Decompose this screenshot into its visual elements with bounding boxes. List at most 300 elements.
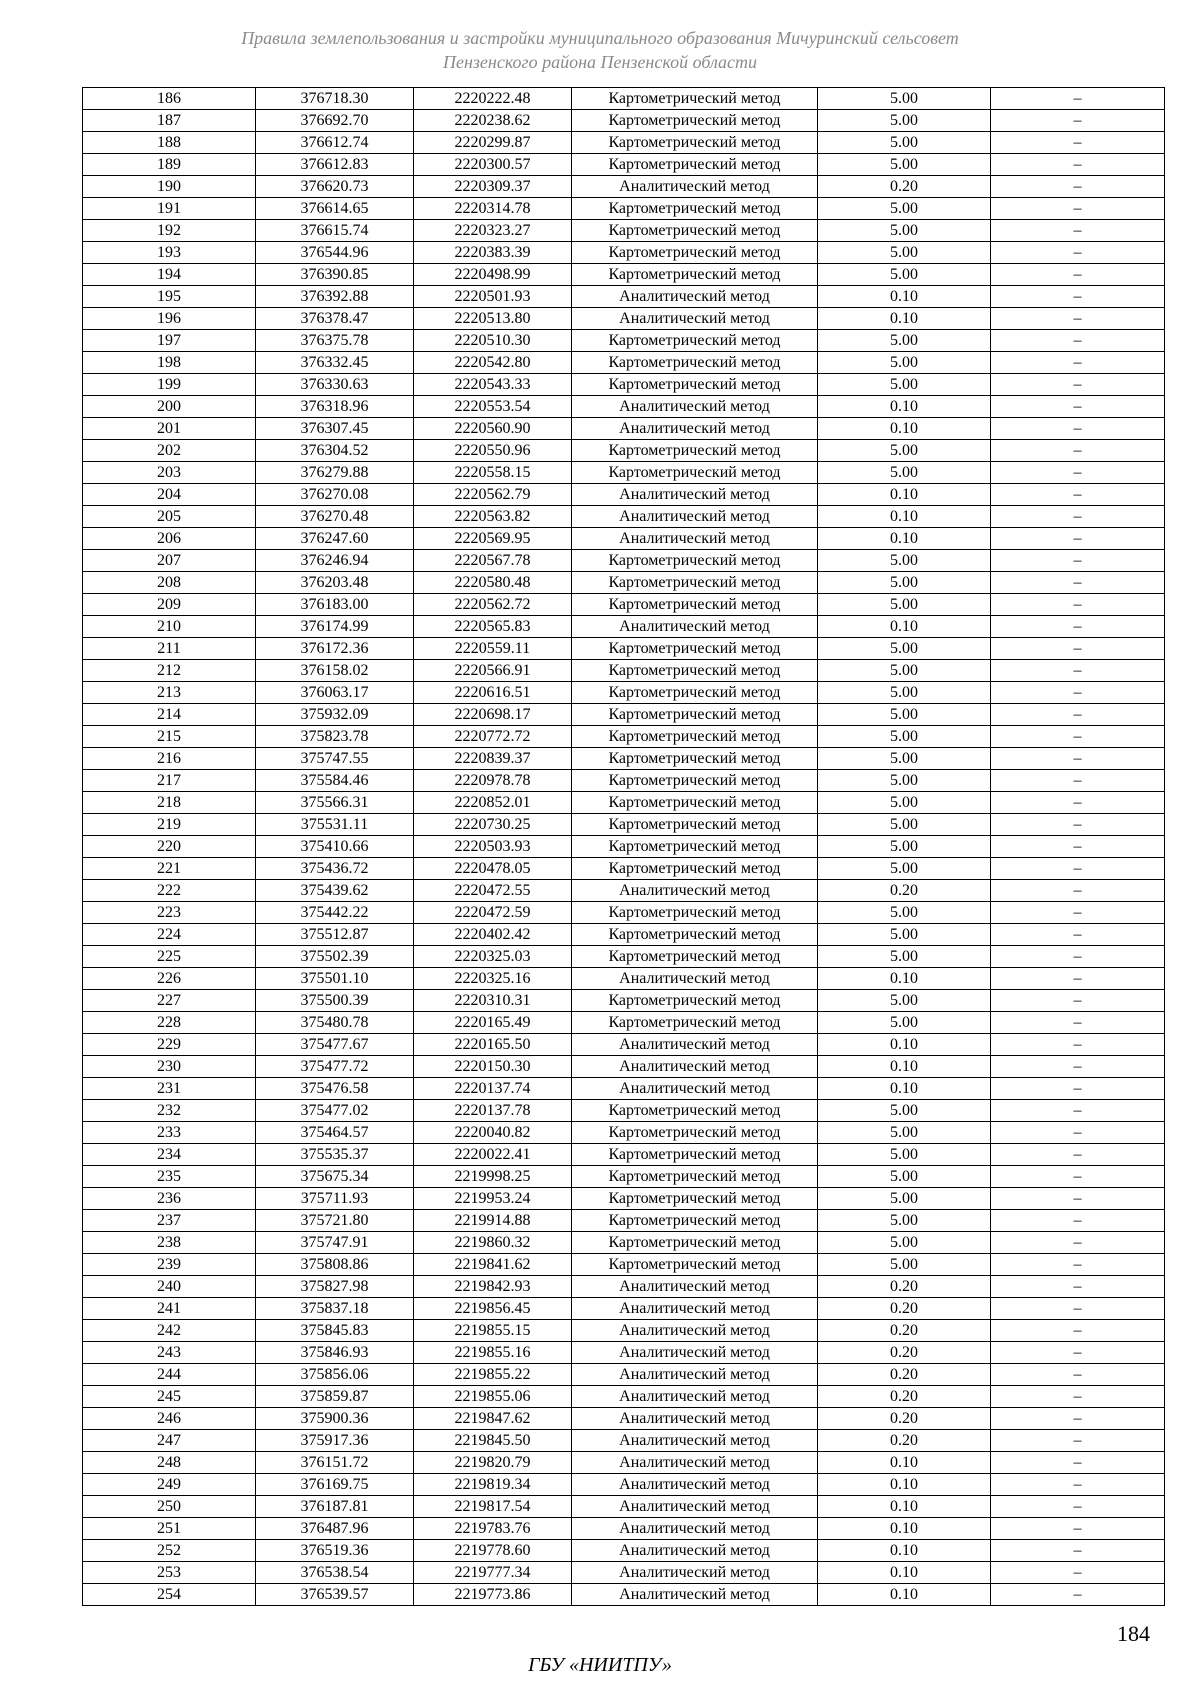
y-coordinate-cell: 2219855.06	[414, 1386, 572, 1408]
method-cell: Аналитический метод	[572, 308, 818, 330]
accuracy-cell: 5.00	[818, 1122, 991, 1144]
method-cell: Картометрический метод	[572, 792, 818, 814]
point-number-cell: 209	[83, 594, 256, 616]
y-coordinate-cell: 2219820.79	[414, 1452, 572, 1474]
table-row	[83, 176, 1165, 198]
table-row	[83, 1166, 1165, 1188]
y-coordinate-cell: 2219777.34	[414, 1562, 572, 1584]
method-cell: Аналитический метод	[572, 1298, 818, 1320]
accuracy-cell: 5.00	[818, 594, 991, 616]
x-coordinate-cell: 375500.39	[256, 990, 414, 1012]
point-number-cell: 192	[83, 220, 256, 242]
accuracy-cell: 5.00	[818, 704, 991, 726]
note-cell: –	[991, 484, 1165, 506]
y-coordinate-cell: 2220238.62	[414, 110, 572, 132]
note-cell: –	[991, 374, 1165, 396]
x-coordinate-cell: 376538.54	[256, 1562, 414, 1584]
note-cell: –	[991, 1562, 1165, 1584]
x-coordinate-cell: 375675.34	[256, 1166, 414, 1188]
note-cell: –	[991, 396, 1165, 418]
y-coordinate-cell: 2219841.62	[414, 1254, 572, 1276]
point-number-cell: 251	[83, 1518, 256, 1540]
y-coordinate-cell: 2220513.80	[414, 308, 572, 330]
note-cell: –	[991, 836, 1165, 858]
method-cell: Аналитический метод	[572, 1584, 818, 1606]
y-coordinate-cell: 2220310.31	[414, 990, 572, 1012]
accuracy-cell: 5.00	[818, 836, 991, 858]
accuracy-cell: 5.00	[818, 352, 991, 374]
point-number-cell: 208	[83, 572, 256, 594]
table-row	[83, 506, 1165, 528]
method-cell: Картометрический метод	[572, 352, 818, 374]
table-row	[83, 704, 1165, 726]
point-number-cell: 187	[83, 110, 256, 132]
table-row	[83, 1232, 1165, 1254]
accuracy-cell: 0.20	[818, 1342, 991, 1364]
accuracy-cell: 0.20	[818, 1298, 991, 1320]
table-row	[83, 220, 1165, 242]
x-coordinate-cell: 375480.78	[256, 1012, 414, 1034]
y-coordinate-cell: 2220498.99	[414, 264, 572, 286]
y-coordinate-cell: 2220543.33	[414, 374, 572, 396]
x-coordinate-cell: 375566.31	[256, 792, 414, 814]
x-coordinate-cell: 376612.74	[256, 132, 414, 154]
method-cell: Аналитический метод	[572, 1034, 818, 1056]
accuracy-cell: 5.00	[818, 1254, 991, 1276]
x-coordinate-cell: 375721.80	[256, 1210, 414, 1232]
header-line-1: Правила землепользования и застройки муниципального образования Мичуринский сельсовет	[241, 28, 959, 48]
x-coordinate-cell: 375439.62	[256, 880, 414, 902]
note-cell: –	[991, 1188, 1165, 1210]
note-cell: –	[991, 1122, 1165, 1144]
x-coordinate-cell: 375932.09	[256, 704, 414, 726]
table-row	[83, 726, 1165, 748]
method-cell: Картометрический метод	[572, 440, 818, 462]
page-number: 184	[1117, 1621, 1150, 1646]
x-coordinate-cell: 376172.36	[256, 638, 414, 660]
table-row	[83, 264, 1165, 286]
note-cell: –	[991, 330, 1165, 352]
x-coordinate-cell: 376692.70	[256, 110, 414, 132]
x-coordinate-cell: 376544.96	[256, 242, 414, 264]
method-cell: Картометрический метод	[572, 836, 818, 858]
accuracy-cell: 5.00	[818, 330, 991, 352]
point-number-cell: 234	[83, 1144, 256, 1166]
table-row	[83, 330, 1165, 352]
x-coordinate-cell: 376063.17	[256, 682, 414, 704]
table-row	[83, 484, 1165, 506]
point-number-cell: 193	[83, 242, 256, 264]
method-cell: Картометрический метод	[572, 770, 818, 792]
note-cell: –	[991, 1276, 1165, 1298]
point-number-cell: 189	[83, 154, 256, 176]
x-coordinate-cell: 376718.30	[256, 88, 414, 110]
note-cell: –	[991, 748, 1165, 770]
point-number-cell: 249	[83, 1474, 256, 1496]
method-cell: Картометрический метод	[572, 748, 818, 770]
point-number-cell: 246	[83, 1408, 256, 1430]
table-row	[83, 836, 1165, 858]
method-cell: Картометрический метод	[572, 682, 818, 704]
accuracy-cell: 5.00	[818, 660, 991, 682]
x-coordinate-cell: 375823.78	[256, 726, 414, 748]
method-cell: Картометрический метод	[572, 638, 818, 660]
point-number-cell: 218	[83, 792, 256, 814]
note-cell: –	[991, 1540, 1165, 1562]
accuracy-cell: 0.20	[818, 880, 991, 902]
table-row	[83, 902, 1165, 924]
table-row	[83, 154, 1165, 176]
note-cell: –	[991, 308, 1165, 330]
y-coordinate-cell: 2219778.60	[414, 1540, 572, 1562]
accuracy-cell: 0.10	[818, 396, 991, 418]
y-coordinate-cell: 2219855.22	[414, 1364, 572, 1386]
point-number-cell: 204	[83, 484, 256, 506]
note-cell: –	[991, 462, 1165, 484]
method-cell: Картометрический метод	[572, 462, 818, 484]
accuracy-cell: 5.00	[818, 946, 991, 968]
note-cell: –	[991, 682, 1165, 704]
note-cell: –	[991, 946, 1165, 968]
table-row	[83, 1254, 1165, 1276]
y-coordinate-cell: 2219845.50	[414, 1430, 572, 1452]
note-cell: –	[991, 1474, 1165, 1496]
note-cell: –	[991, 110, 1165, 132]
y-coordinate-cell: 2219819.34	[414, 1474, 572, 1496]
x-coordinate-cell: 375747.91	[256, 1232, 414, 1254]
y-coordinate-cell: 2220478.05	[414, 858, 572, 880]
table-row	[83, 1584, 1165, 1606]
method-cell: Аналитический метод	[572, 1320, 818, 1342]
y-coordinate-cell: 2220472.59	[414, 902, 572, 924]
note-cell: –	[991, 858, 1165, 880]
point-number-cell: 220	[83, 836, 256, 858]
table-row	[83, 396, 1165, 418]
x-coordinate-cell: 375512.87	[256, 924, 414, 946]
method-cell: Аналитический метод	[572, 1342, 818, 1364]
method-cell: Аналитический метод	[572, 880, 818, 902]
table-row	[83, 242, 1165, 264]
y-coordinate-cell: 2219783.76	[414, 1518, 572, 1540]
y-coordinate-cell: 2219855.15	[414, 1320, 572, 1342]
note-cell: –	[991, 352, 1165, 374]
table-row	[83, 1386, 1165, 1408]
accuracy-cell: 5.00	[818, 682, 991, 704]
point-number-cell: 202	[83, 440, 256, 462]
x-coordinate-cell: 376174.99	[256, 616, 414, 638]
y-coordinate-cell: 2220501.93	[414, 286, 572, 308]
x-coordinate-cell: 376270.48	[256, 506, 414, 528]
x-coordinate-cell: 376614.65	[256, 198, 414, 220]
header-line-2: Пензенского района Пензенской области	[442, 52, 758, 72]
x-coordinate-cell: 375531.11	[256, 814, 414, 836]
note-cell: –	[991, 1298, 1165, 1320]
point-number-cell: 223	[83, 902, 256, 924]
method-cell: Аналитический метод	[572, 1496, 818, 1518]
y-coordinate-cell: 2220309.37	[414, 176, 572, 198]
note-cell: –	[991, 792, 1165, 814]
method-cell: Аналитический метод	[572, 616, 818, 638]
y-coordinate-cell: 2220222.48	[414, 88, 572, 110]
table-row	[83, 638, 1165, 660]
y-coordinate-cell: 2220562.72	[414, 594, 572, 616]
note-cell: –	[991, 418, 1165, 440]
x-coordinate-cell: 375436.72	[256, 858, 414, 880]
accuracy-cell: 5.00	[818, 1210, 991, 1232]
point-number-cell: 201	[83, 418, 256, 440]
note-cell: –	[991, 1144, 1165, 1166]
y-coordinate-cell: 2220772.72	[414, 726, 572, 748]
coordinates-table	[82, 87, 1165, 1606]
accuracy-cell: 5.00	[818, 198, 991, 220]
x-coordinate-cell: 376169.75	[256, 1474, 414, 1496]
x-coordinate-cell: 375846.93	[256, 1342, 414, 1364]
accuracy-cell: 0.10	[818, 1474, 991, 1496]
method-cell: Аналитический метод	[572, 286, 818, 308]
point-number-cell: 245	[83, 1386, 256, 1408]
table-row	[83, 286, 1165, 308]
y-coordinate-cell: 2220165.49	[414, 1012, 572, 1034]
x-coordinate-cell: 375501.10	[256, 968, 414, 990]
y-coordinate-cell: 2220730.25	[414, 814, 572, 836]
table-row	[83, 1012, 1165, 1034]
method-cell: Картометрический метод	[572, 1100, 818, 1122]
y-coordinate-cell: 2220580.48	[414, 572, 572, 594]
method-cell: Аналитический метод	[572, 1056, 818, 1078]
y-coordinate-cell: 2220323.27	[414, 220, 572, 242]
table-row	[83, 418, 1165, 440]
y-coordinate-cell: 2220567.78	[414, 550, 572, 572]
x-coordinate-cell: 376270.08	[256, 484, 414, 506]
point-number-cell: 207	[83, 550, 256, 572]
point-number-cell: 200	[83, 396, 256, 418]
accuracy-cell: 0.10	[818, 528, 991, 550]
note-cell: –	[991, 660, 1165, 682]
y-coordinate-cell: 2220542.80	[414, 352, 572, 374]
table-row	[83, 1078, 1165, 1100]
note-cell: –	[991, 176, 1165, 198]
table-row	[83, 1100, 1165, 1122]
note-cell: –	[991, 1056, 1165, 1078]
point-number-cell: 198	[83, 352, 256, 374]
table-row	[83, 1430, 1165, 1452]
note-cell: –	[991, 726, 1165, 748]
x-coordinate-cell: 376318.96	[256, 396, 414, 418]
accuracy-cell: 5.00	[818, 462, 991, 484]
method-cell: Аналитический метод	[572, 1518, 818, 1540]
note-cell: –	[991, 1430, 1165, 1452]
note-cell: –	[991, 1034, 1165, 1056]
method-cell: Аналитический метод	[572, 1276, 818, 1298]
y-coordinate-cell: 2220325.03	[414, 946, 572, 968]
note-cell: –	[991, 1342, 1165, 1364]
accuracy-cell: 0.10	[818, 1452, 991, 1474]
point-number-cell: 254	[83, 1584, 256, 1606]
y-coordinate-cell: 2219856.45	[414, 1298, 572, 1320]
y-coordinate-cell: 2219817.54	[414, 1496, 572, 1518]
accuracy-cell: 5.00	[818, 726, 991, 748]
y-coordinate-cell: 2220472.55	[414, 880, 572, 902]
table-row	[83, 1210, 1165, 1232]
x-coordinate-cell: 375900.36	[256, 1408, 414, 1430]
table-row	[83, 572, 1165, 594]
y-coordinate-cell: 2220137.74	[414, 1078, 572, 1100]
note-cell: –	[991, 1386, 1165, 1408]
y-coordinate-cell: 2220503.93	[414, 836, 572, 858]
note-cell: –	[991, 198, 1165, 220]
table-row	[83, 440, 1165, 462]
method-cell: Картометрический метод	[572, 726, 818, 748]
x-coordinate-cell: 376487.96	[256, 1518, 414, 1540]
table-row	[83, 1144, 1165, 1166]
x-coordinate-cell: 375502.39	[256, 946, 414, 968]
x-coordinate-cell: 375827.98	[256, 1276, 414, 1298]
table-row	[83, 814, 1165, 836]
x-coordinate-cell: 375747.55	[256, 748, 414, 770]
x-coordinate-cell: 376332.45	[256, 352, 414, 374]
accuracy-cell: 5.00	[818, 748, 991, 770]
x-coordinate-cell: 376375.78	[256, 330, 414, 352]
method-cell: Картометрический метод	[572, 220, 818, 242]
note-cell: –	[991, 1210, 1165, 1232]
x-coordinate-cell: 376183.00	[256, 594, 414, 616]
table-row	[83, 990, 1165, 1012]
accuracy-cell: 0.10	[818, 1540, 991, 1562]
point-number-cell: 221	[83, 858, 256, 880]
y-coordinate-cell: 2220325.16	[414, 968, 572, 990]
x-coordinate-cell: 376620.73	[256, 176, 414, 198]
table-row	[83, 1188, 1165, 1210]
x-coordinate-cell: 376307.45	[256, 418, 414, 440]
point-number-cell: 213	[83, 682, 256, 704]
accuracy-cell: 5.00	[818, 242, 991, 264]
point-number-cell: 238	[83, 1232, 256, 1254]
table-row	[83, 770, 1165, 792]
table-row	[83, 1364, 1165, 1386]
x-coordinate-cell: 376246.94	[256, 550, 414, 572]
note-cell: –	[991, 880, 1165, 902]
y-coordinate-cell: 2219998.25	[414, 1166, 572, 1188]
y-coordinate-cell: 2219842.93	[414, 1276, 572, 1298]
note-cell: –	[991, 132, 1165, 154]
point-number-cell: 242	[83, 1320, 256, 1342]
method-cell: Картометрический метод	[572, 1210, 818, 1232]
table-row	[83, 88, 1165, 110]
y-coordinate-cell: 2220559.11	[414, 638, 572, 660]
x-coordinate-cell: 376279.88	[256, 462, 414, 484]
note-cell: –	[991, 242, 1165, 264]
method-cell: Картометрический метод	[572, 858, 818, 880]
table-row	[83, 352, 1165, 374]
accuracy-cell: 5.00	[818, 1232, 991, 1254]
accuracy-cell: 5.00	[818, 264, 991, 286]
y-coordinate-cell: 2220852.01	[414, 792, 572, 814]
point-number-cell: 205	[83, 506, 256, 528]
point-number-cell: 211	[83, 638, 256, 660]
point-number-cell: 195	[83, 286, 256, 308]
method-cell: Картометрический метод	[572, 1122, 818, 1144]
table-row	[83, 550, 1165, 572]
method-cell: Картометрический метод	[572, 990, 818, 1012]
accuracy-cell: 0.10	[818, 286, 991, 308]
y-coordinate-cell: 2220165.50	[414, 1034, 572, 1056]
x-coordinate-cell: 376539.57	[256, 1584, 414, 1606]
accuracy-cell: 0.20	[818, 1320, 991, 1342]
method-cell: Картометрический метод	[572, 902, 818, 924]
note-cell: –	[991, 286, 1165, 308]
accuracy-cell: 0.10	[818, 484, 991, 506]
y-coordinate-cell: 2220510.30	[414, 330, 572, 352]
x-coordinate-cell: 376390.85	[256, 264, 414, 286]
table-row	[83, 616, 1165, 638]
accuracy-cell: 0.10	[818, 1056, 991, 1078]
table-row	[83, 660, 1165, 682]
method-cell: Аналитический метод	[572, 506, 818, 528]
coordinates-table-body	[83, 88, 1165, 1606]
point-number-cell: 252	[83, 1540, 256, 1562]
table-row	[83, 462, 1165, 484]
note-cell: –	[991, 990, 1165, 1012]
x-coordinate-cell: 375477.67	[256, 1034, 414, 1056]
accuracy-cell: 0.10	[818, 1078, 991, 1100]
method-cell: Картометрический метод	[572, 550, 818, 572]
x-coordinate-cell: 375845.83	[256, 1320, 414, 1342]
method-cell: Картометрический метод	[572, 946, 818, 968]
point-number-cell: 217	[83, 770, 256, 792]
note-cell: –	[991, 440, 1165, 462]
table-row	[83, 968, 1165, 990]
note-cell: –	[991, 528, 1165, 550]
point-number-cell: 244	[83, 1364, 256, 1386]
y-coordinate-cell: 2220137.78	[414, 1100, 572, 1122]
note-cell: –	[991, 638, 1165, 660]
x-coordinate-cell: 375535.37	[256, 1144, 414, 1166]
table-row	[83, 792, 1165, 814]
x-coordinate-cell: 376247.60	[256, 528, 414, 550]
point-number-cell: 188	[83, 132, 256, 154]
y-coordinate-cell: 2220553.54	[414, 396, 572, 418]
point-number-cell: 228	[83, 1012, 256, 1034]
point-number-cell: 231	[83, 1078, 256, 1100]
y-coordinate-cell: 2220560.90	[414, 418, 572, 440]
y-coordinate-cell: 2220402.42	[414, 924, 572, 946]
point-number-cell: 233	[83, 1122, 256, 1144]
table-row	[83, 1452, 1165, 1474]
page-footer: ГБУ «НИИТПУ»	[528, 1654, 672, 1676]
point-number-cell: 240	[83, 1276, 256, 1298]
table-row	[83, 1496, 1165, 1518]
table-row	[83, 1034, 1165, 1056]
table-row	[83, 594, 1165, 616]
point-number-cell: 224	[83, 924, 256, 946]
point-number-cell: 216	[83, 748, 256, 770]
y-coordinate-cell: 2220550.96	[414, 440, 572, 462]
point-number-cell: 206	[83, 528, 256, 550]
method-cell: Картометрический метод	[572, 374, 818, 396]
x-coordinate-cell: 375584.46	[256, 770, 414, 792]
note-cell: –	[991, 902, 1165, 924]
accuracy-cell: 0.10	[818, 1034, 991, 1056]
method-cell: Картометрический метод	[572, 1166, 818, 1188]
table-row	[83, 308, 1165, 330]
point-number-cell: 239	[83, 1254, 256, 1276]
note-cell: –	[991, 220, 1165, 242]
table-row	[83, 198, 1165, 220]
point-number-cell: 222	[83, 880, 256, 902]
method-cell: Аналитический метод	[572, 1386, 818, 1408]
method-cell: Аналитический метод	[572, 396, 818, 418]
note-cell: –	[991, 154, 1165, 176]
